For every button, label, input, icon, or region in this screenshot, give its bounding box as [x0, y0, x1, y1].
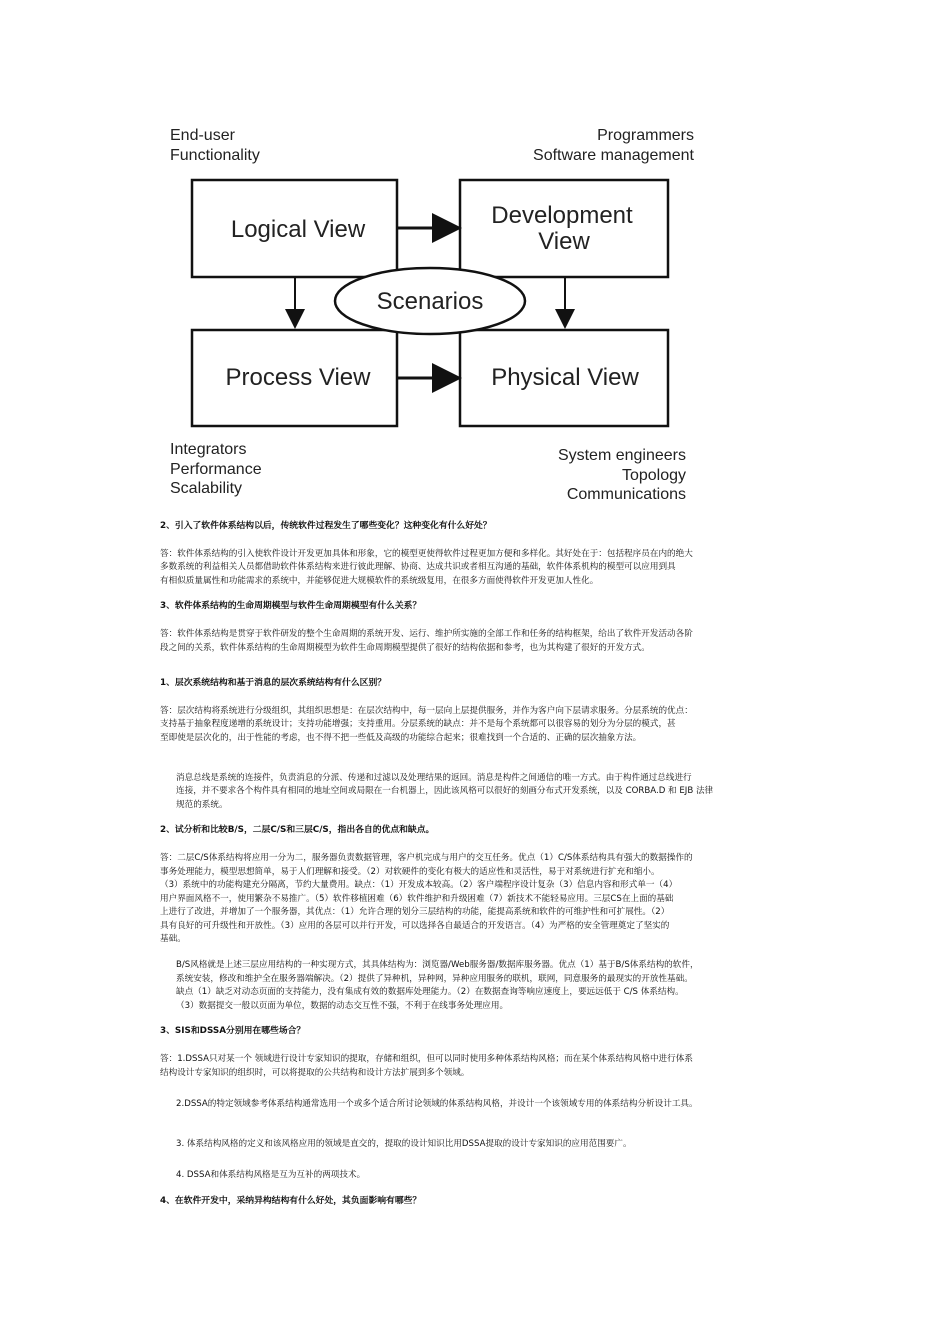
answer-paragraph: 答：软件体系结构的引入使软件设计开发更加具体和形象，它的模型更使得软件过程更加方便和多样化。其好处在于：包括程序员在内的绝大 多数系统的利益相关人员都借助软件体系结构来进行彼此理解、协商、达成共识或者相互沟通的基础，软件体系机构的模型可以应用到具 有相似质量属性和功能需求的系统中，并能够促进大规模软件的系统级复用，在很多方面使得软件开发更加人性化。	[160, 548, 693, 586]
physical-view-label: Physical View	[491, 364, 639, 391]
answer-paragraph: 答：层次结构将系统进行分级组织，其组织思想是：在层次结构中，每一层向上层提供服务，并作为客户向下层请求服务。分层系统的优点： 支持基于抽象程度递增的系统设计；支持功能增强；支持重用。分层系统的缺点：并不是每个系统都可以很容易的划分为分层的模式，甚 至即使是层次化的，出于性能的考虑，也不得不把一些低及高级的功能综合起来；很难找到一个合适的、正确的层次抽象方法。	[160, 705, 693, 743]
development-view-label-2: View	[538, 228, 590, 255]
question-heading: 4、在软件开发中，采纳异构结构有什么好处，其负面影响有哪些？	[160, 1196, 422, 1206]
scenarios-label: Scenarios	[376, 288, 484, 315]
caption-performance: Performance	[170, 461, 262, 478]
development-view-label-1: Development	[491, 202, 633, 229]
caption-topology: Topology	[621, 467, 686, 484]
answer-paragraph: 4. DSSA和体系结构风格是互为互补的两项技术。	[176, 1170, 366, 1181]
question-heading: 3、软件体系结构的生命周期模型与软件生命周期模型有什么关系？	[160, 601, 422, 612]
answer-paragraph: 答：二层C/S体系结构将应用一分为二，服务器负责数据管理，客户机完成与用户的交互任务。优点（1）C/S体系结构具有强大的数据操作的 事务处理能力，模型思想简单，易于人们理解和接受。（2）对软硬件的变化有极大的适应性和灵活性，易于对系统进行扩充和缩小。 （3）系统中的功能构建充分隔离，节约大量费用。缺点：（1）开发成本较高。（2）客户端程序设计复杂（3）信息内容和形式单一（4） 用户界面风格不一，使用繁杂不易推广。（5）软件移植困难（6）软件维护和升级困难（7）新技术不能轻易应用。三层CS在上面的基础 上进行了改进，并增加了一个服务器，其优点：（1）允许合理的划分三层结构的功能，能提高系统和软件的可维护性和可扩展性。（2） 具有良好的可升级性和开放性。（3）应用的各层可以并行开发，可以选择各自最适合的开发语言。（4）为严格的安全管理奠定了坚实的 基础。	[160, 852, 693, 945]
question-heading: 1、层次系统结构和基于消息的层次系统结构有什么区别？	[160, 678, 387, 689]
caption-scalability: Scalability	[170, 480, 243, 497]
4plus1-view-diagram	[160, 118, 700, 510]
caption-enduser: End-user	[170, 127, 235, 144]
question-heading: 3、SIS和DSSA分别用在哪些场合？	[160, 1026, 306, 1037]
qa-content	[160, 520, 820, 1209]
caption-functionality: Functionality	[170, 147, 260, 164]
answer-paragraph: 答：软件体系结构是贯穿于软件研发的整个生命周期的系统开发、运行、维护所实施的全部工作和任务的结构框架，给出了软件开发活动各阶 段之间的关系，软件体系结构的生命周期模型为软件生命周期模型提供了很好的结构依据和参考，也为其构建了很好的开发方式。	[160, 628, 693, 653]
answer-paragraph: 答：1.DSSA只对某一个 领域进行设计专家知识的提取，存储和组织，但可以同时使用多种体系结构风格；而在某个体系结构风格中进行体系 结构设计专家知识的组织时，可以将提取的公共结构和设计方法扩展到多个领域。	[160, 1054, 693, 1078]
caption-system-engineers: System engineers	[557, 447, 686, 464]
caption-integrators: Integrators	[170, 441, 247, 458]
caption-software-management: Software management	[533, 147, 694, 164]
question-heading: 2、试分析和比较B/S，二层C/S和三层C/S，指出各自的优点和缺点。	[160, 825, 435, 836]
answer-paragraph: 消息总线是系统的连接件，负责消息的分派、传递和过滤以及处理结果的返回。消息是构件之间通信的唯一方式。由于构件通过总线进行 连接，并不要求各个构件具有相同的地址空间或局限在一台机器上，因此该风格可以很好的刻画分布式开发系统，以及 CORBA.D 和 EJB 法律 规范的系统。	[176, 772, 714, 810]
answer-paragraph: 2.DSSA的特定领域参考体系结构通常选用一个或多个适合所讨论领域的体系结构风格，并设计一个该领域专用的体系结构分析设计工具。	[176, 1099, 698, 1110]
caption-communications: Communications	[566, 486, 686, 503]
caption-programmers: Programmers	[597, 127, 694, 144]
answer-paragraph: B/S风格就是上述三层应用结构的一种实现方式，其具体结构为：浏览器/Web服务器/数据库服务器。优点（1）基于B/S体系结构的软件， 系统安装，修改和维护全在服务器端解决。（2）提供了异种机，异种网，异种应用服务的联机，联网，同意服务的最现实的开放性基础。 缺点（1）缺乏对动态页面的支持能力，没有集成有效的数据库处理能力。（2）在数据查询等响应速度上，要远远低于 C/S 体系结构。 （3）数据提交一般以页面为单位，数据的动态交互性不强，不利于在线事务处理应用。	[176, 960, 699, 1011]
diagram-svg	[160, 118, 700, 510]
question-heading: 2、引入了软件体系结构以后，传统软件过程发生了哪些变化？这种变化有什么好处？	[160, 521, 492, 531]
answer-paragraph: 3. 体系结构风格的定义和该风格应用的领域是直交的，提取的设计知识比用DSSA提取的设计专家知识的应用范围要广。	[176, 1138, 632, 1149]
process-view-label: Process View	[225, 364, 371, 391]
logical-view-label: Logical View	[230, 216, 366, 243]
